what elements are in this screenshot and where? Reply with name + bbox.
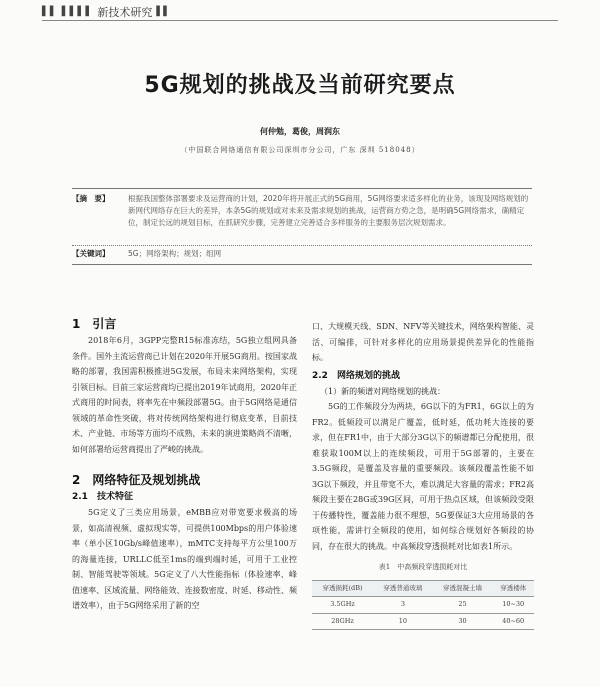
abstract xyxy=(72,193,532,243)
table-cell: 40~60 xyxy=(492,613,534,630)
keywords-label: 【关键词】 xyxy=(72,249,110,258)
right-column xyxy=(312,319,534,630)
table-cell: 30 xyxy=(433,613,493,630)
section-2-2-title: 2.2 网络规划的挑战 xyxy=(312,370,400,381)
abstract-divider xyxy=(72,245,532,246)
header-bars-icon: ▌▌ ▌▌▌▌ xyxy=(42,7,94,17)
table-row xyxy=(312,613,534,630)
section-1-title: 1 引言 xyxy=(72,317,117,331)
paper-title: 5G规划的挑战及当前研究要点 xyxy=(144,73,456,98)
table-caption: 表1 中高频段穿透损耗对比 xyxy=(378,563,468,571)
table-header-cell: 穿透混凝土墙 xyxy=(433,580,493,597)
left-column xyxy=(72,315,297,614)
section-2-1-paragraph: 5G定义了三类应用场景，eMBB应对带宽要求极高的场景，如高清视频、虚拟现实等，可提供100Mbps的用户体验速率（单小区10Gb/s峰值速率），mMTC支持每平方公里100万的海量连接，URLLC低至1ms的端到端时延，可用于工业控制、智能驾驶等领域。5G定义了八大性能指标（体验速率、峰值速率、区域流量、网络能效、连接数密度、时延、移动性、频谱效率），由于5G网络采用了新的空 xyxy=(72,508,297,610)
table-header-cell: 穿透楼体 xyxy=(492,580,534,597)
table-cell: 10 xyxy=(373,613,433,630)
running-header xyxy=(42,4,170,20)
keywords-text: 5G；网络架构；规划；组网 xyxy=(128,249,222,258)
table-cell: 3.5GHz xyxy=(312,597,373,614)
table-cell: 10~30 xyxy=(492,597,534,614)
section-label: 新技术研究 xyxy=(97,6,153,19)
section-2-2-paragraph: 5G的工作频段分为两块，6G以下的为FR1，6G以上的为FR2。低频段可以满足广覆盖，低时延，低功耗大连接的要求，但在FR1中，由于大部分3G以下的频谱都已分配使用，很难获取100M以上的连续频段，可用于5G部署的，主要在3.5G频段，是覆盖及容量的重要频段。该频段覆盖性能不如3G以下频段，并且带宽不大，难以满足大容量的需求；FR2高频段主要在28G或39G区间，可用于热点区域，但该频段受限于传播特性，覆盖能力很不理想，5G要保证3大应用场景的各项性能，需讲行全频段的使用，如何综合规划好各频段的协同，存在很大的挑战。中高频段穿透损耗对比如表1所示。 xyxy=(312,402,534,551)
header-bars-end-icon: ▌▌ xyxy=(156,7,171,17)
authors: 何仲勉，葛俊，周润东 xyxy=(260,126,340,136)
affiliation: （中国联合网络通信有限公司深圳市分公司，广东 深圳 518048） xyxy=(180,146,420,154)
table-row xyxy=(312,597,534,614)
header-rule xyxy=(42,20,558,21)
table-cell: 25 xyxy=(433,597,493,614)
table-cell: 28GHz xyxy=(312,613,373,630)
table-header-row xyxy=(312,580,534,597)
table-cell: 3 xyxy=(373,597,433,614)
table-header-cell: 穿透损耗(dB) xyxy=(312,580,373,597)
section-2-2-subheading: （1）新的频谱对网络规划的挑战： xyxy=(320,386,446,396)
section-2-1-title: 2.1 技术特征 xyxy=(72,492,133,502)
abstract-rule-top xyxy=(72,188,532,189)
abstract-text: 根据我国整体部署要求及运营商的计划，2020年将开展正式的5G商用，5G网络要求适多样化的业务，该现及网络规划的新网代网络存在巨大的差异，本条5G的规划或对未来及需求规划的挑战，运营商方势之急，是明确5G网络需求，确精定位，制定长远的规划目标，在抓研究步骤，完善建立完善适合多样服务的主要服务层次规划需求。 xyxy=(128,194,529,227)
section-1-paragraph: 2018年6月，3GPP完整R15标准冻结，5G独立组网具备条件。国外主流运营商已计划在2020年开展5G商用。按国家战略的部署，我国需积极推进5G发展，布局未来网络架构，实现引领目标。目前三家运营商均已提出2019年试商用，2020年正式商用的时间表，将率先在中频段部署5G。由于5G网络是通信领域的革命性突破，将对传统网络架构进行彻底变革，目前技术、产业链、市场等方面均不成熟，未来的演进策略尚不清晰，如何部署给运营商提出了严峻的挑战。 xyxy=(72,336,297,454)
table-header-cell: 穿透普通玻璃 xyxy=(373,580,433,597)
section-2-title: 2 网络特征及规划挑战 xyxy=(72,473,201,487)
penetration-loss-table xyxy=(312,580,534,631)
abstract-label: 【摘 要】 xyxy=(72,194,110,203)
continued-paragraph: 口、大规模天线、SDN、NFV等关键技术，网络架构智能、灵活、可编排，可针对多样化的应用场景提供差异化的性能指标。 xyxy=(312,322,534,362)
abstract-rule-bottom xyxy=(72,264,532,265)
